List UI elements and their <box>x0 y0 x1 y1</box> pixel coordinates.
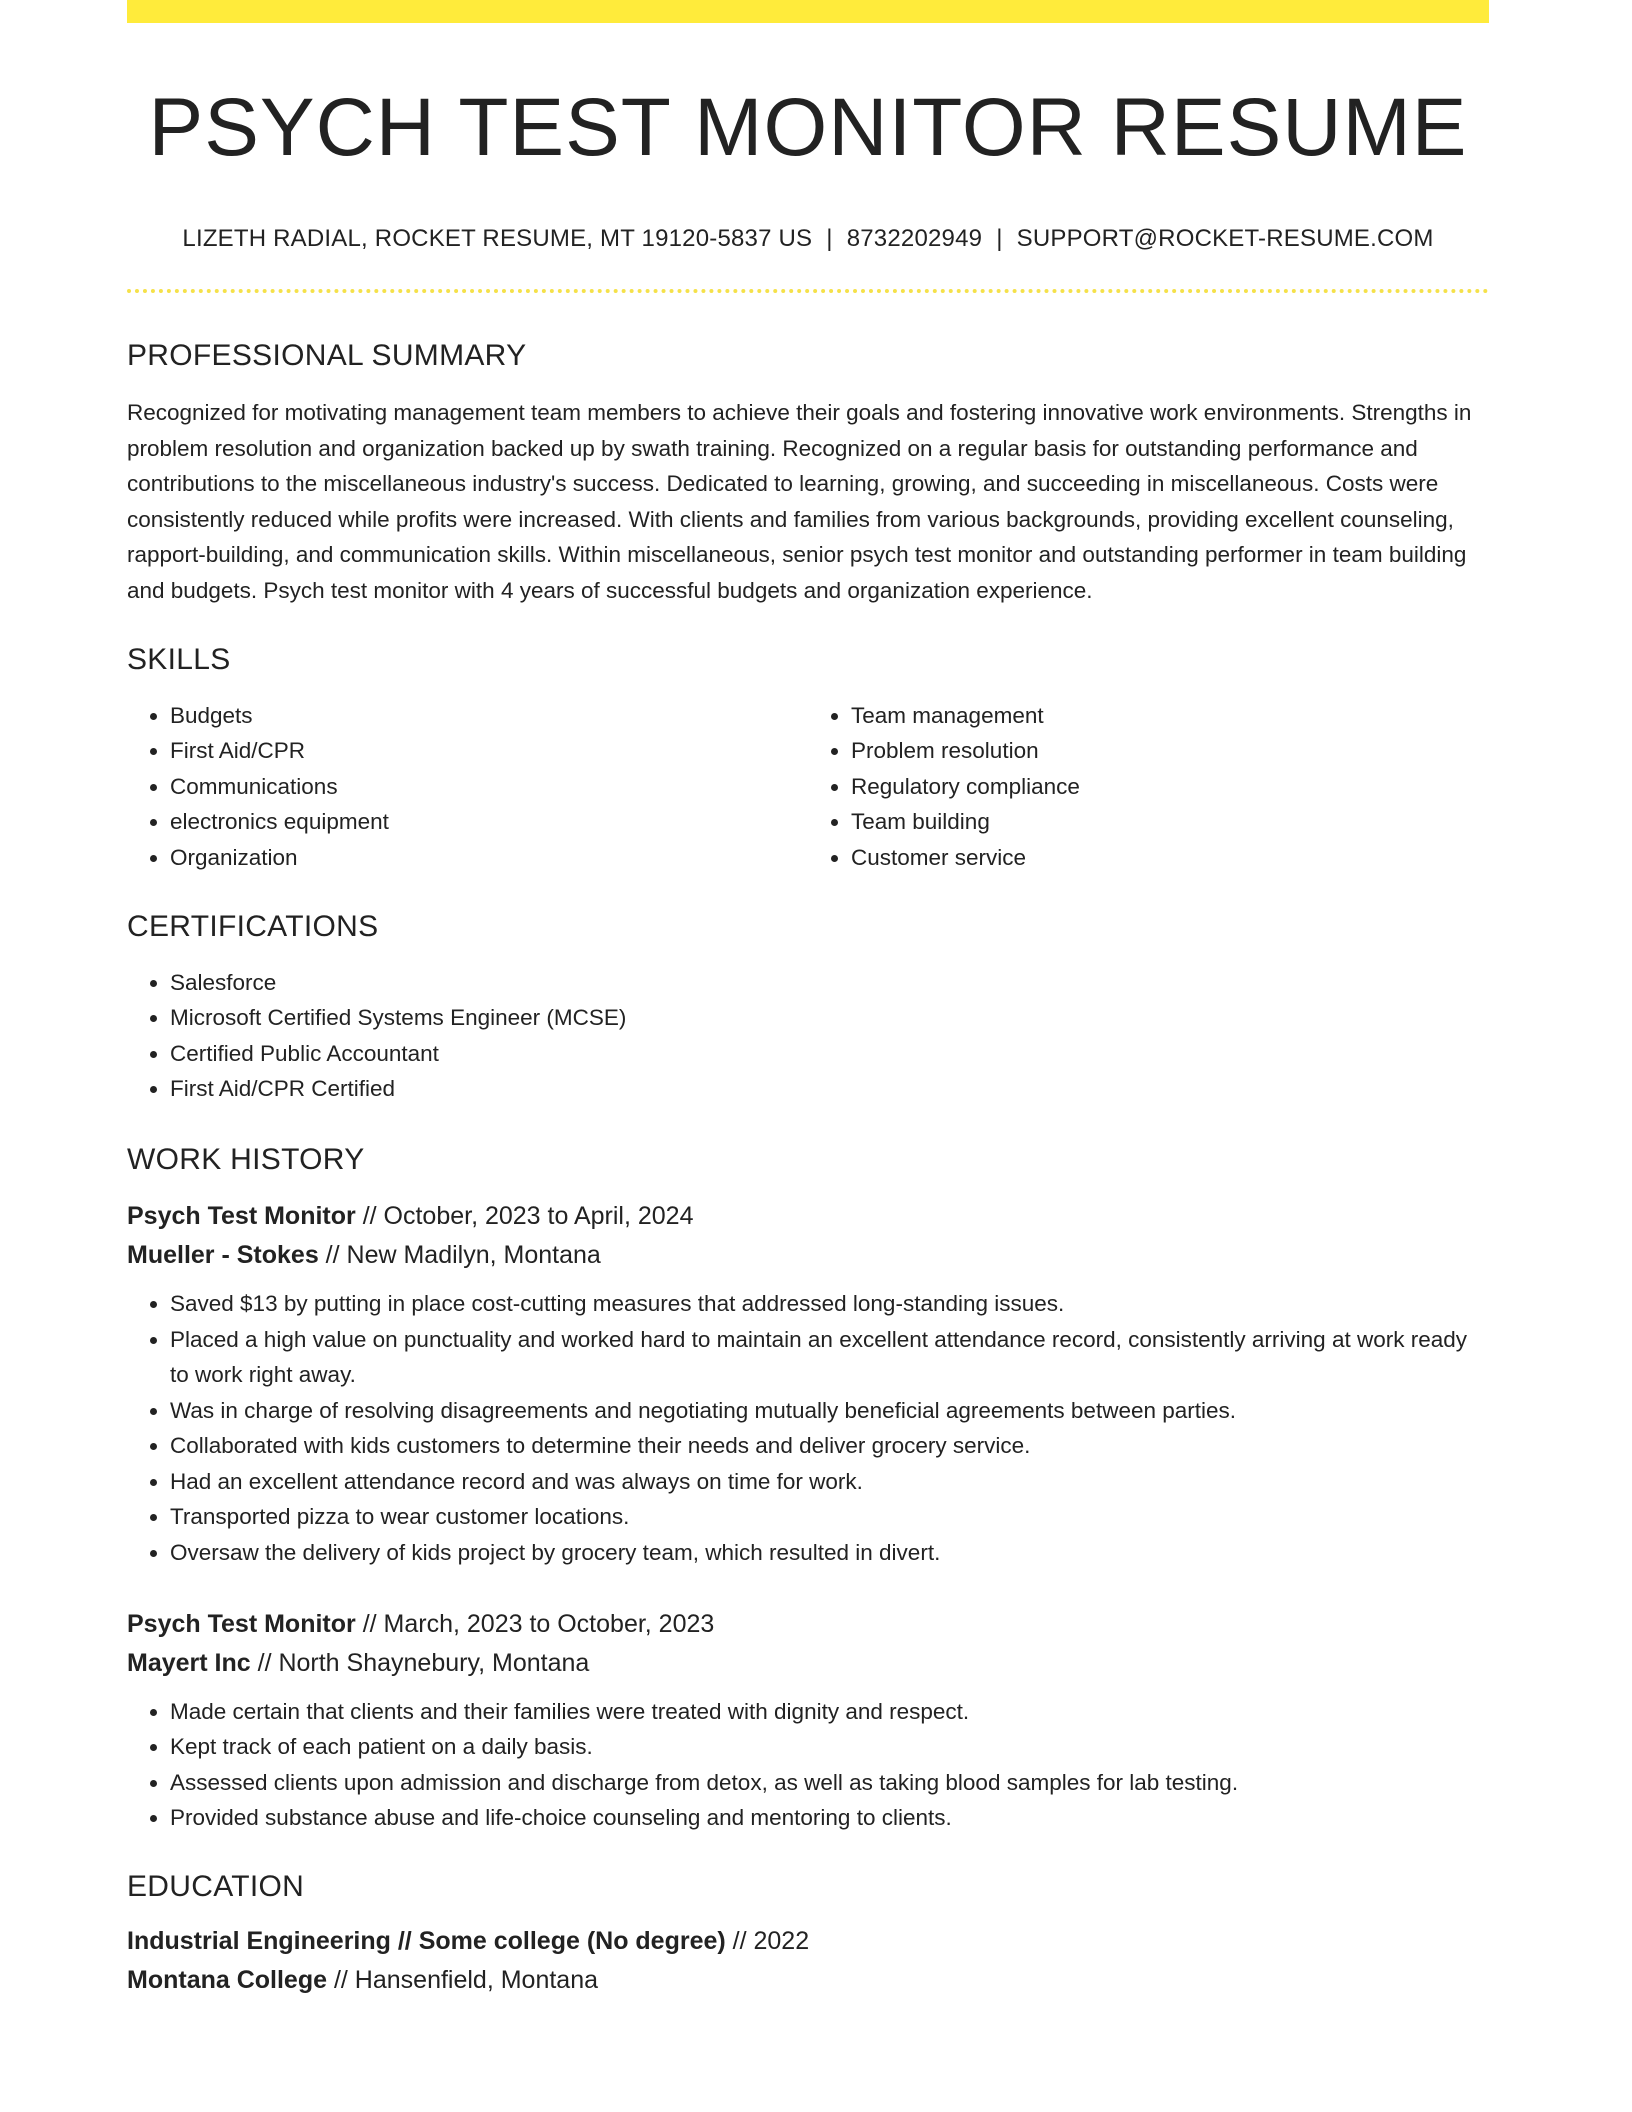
skill-item: • electronics equipment <box>170 804 808 840</box>
education-degree: Industrial Engineering // Some college (No degree) <box>127 1927 726 1956</box>
education-location: // Hansenfield, Montana <box>327 1966 599 1995</box>
job-company-line <box>127 1644 1489 1683</box>
education-degree-line <box>127 1922 1489 1961</box>
job-dates: // October, 2023 to April, 2024 <box>355 1201 694 1230</box>
job-bullet-list <box>127 1286 1489 1571</box>
skill-item: • Team management <box>851 698 1489 734</box>
contact-line <box>127 227 1489 251</box>
resume-page <box>127 0 1489 2000</box>
skill-item: • Regulatory compliance <box>851 769 1489 805</box>
job-entry <box>127 1605 1489 1836</box>
job-title: Psych Test Monitor <box>127 1609 356 1638</box>
contact-separator: | <box>996 225 1003 252</box>
certifications-heading: CERTIFICATIONS <box>127 909 379 943</box>
job-company: Mayert Inc <box>127 1648 251 1677</box>
divider <box>127 289 1489 293</box>
job-bullet: • Provided substance abuse and life-choice counseling and mentoring to clients. <box>170 1800 1489 1836</box>
job-bullet: • Kept track of each patient on a daily basis. <box>170 1729 1489 1765</box>
job-bullet: • Was in charge of resolving disagreements and negotiating mutually beneficial agreements between parties. <box>170 1393 1489 1429</box>
work-history-section <box>127 1142 1489 1836</box>
certification-item: • Salesforce <box>170 965 1489 1001</box>
job-bullet: • Oversaw the delivery of kids project by grocery team, which resulted in divert. <box>170 1535 1489 1571</box>
contact-address: LIZETH RADIAL, ROCKET RESUME, MT 19120-5837 US <box>182 225 813 252</box>
certifications-list <box>127 965 1489 1107</box>
job-company: Mueller - Stokes <box>127 1240 319 1269</box>
summary-heading: PROFESSIONAL SUMMARY <box>127 339 527 372</box>
skill-item: • First Aid/CPR <box>170 733 808 769</box>
contact-email: SUPPORT@ROCKET-RESUME.COM <box>1016 225 1434 252</box>
certification-item: • Certified Public Accountant <box>170 1036 1489 1072</box>
job-bullet-list <box>127 1694 1489 1836</box>
skill-item: • Budgets <box>170 698 808 734</box>
resume-title: PSYCH TEST MONITOR RESUME <box>148 82 1468 173</box>
education-school-line <box>127 1961 1489 2000</box>
education-school: Montana College <box>127 1966 328 1995</box>
skill-item: • Team building <box>851 804 1489 840</box>
job-title-line <box>127 1197 1489 1236</box>
contact-separator: | <box>826 225 833 252</box>
accent-bar <box>127 0 1489 23</box>
job-title-line <box>127 1605 1489 1644</box>
skill-item: • Organization <box>170 840 808 876</box>
job-bullet: • Collaborated with kids customers to determine their needs and deliver grocery service. <box>170 1428 1489 1464</box>
job-title: Psych Test Monitor <box>127 1201 356 1230</box>
education-section <box>127 1872 1489 2000</box>
contact-phone: 8732202949 <box>846 225 983 252</box>
job-bullet: • Assessed clients upon admission and discharge from detox, as well as taking blood samples for lab testing. <box>170 1765 1489 1801</box>
job-bullet: • Had an excellent attendance record and was always on time for work. <box>170 1464 1489 1500</box>
summary-section <box>127 341 1489 609</box>
job-bullet: • Saved $13 by putting in place cost-cutting measures that addressed long-standing issues. <box>170 1286 1489 1322</box>
education-entry <box>127 1922 1489 2000</box>
job-bullet: • Transported pizza to wear customer locations. <box>170 1499 1489 1535</box>
job-bullet: • Made certain that clients and their families were treated with dignity and respect. <box>170 1694 1489 1730</box>
education-heading: EDUCATION <box>127 1870 305 1904</box>
job-entry <box>127 1197 1489 1571</box>
skills-list <box>127 698 1489 876</box>
work-history-heading: WORK HISTORY <box>127 1142 365 1176</box>
skills-heading: SKILLS <box>127 642 231 676</box>
education-year: // 2022 <box>725 1927 810 1956</box>
skills-section <box>127 642 1489 876</box>
certification-item: • Microsoft Certified Systems Engineer (MCSE) <box>170 1000 1489 1036</box>
skills-left-column <box>127 698 808 876</box>
summary-text: Recognized for motivating management team members to achieve their goals and fostering innovative work environments. Strengths in problem resolution and organization backed up by swath training. Recognized on a regular basis for outstanding performance and contributions to the miscellaneous industry's success. Dedicated to learning, growing, and succeeding in miscellaneous. Costs were consistently reduced while profits were increased. With clients and families from various backgrounds, providing excellent counseling, rapport-building, and communication skills. Within miscellaneous, senior psych test monitor and outstanding performer in team building and budgets. Psych test monitor with 4 years of successful budgets and organization experience. <box>127 400 1472 603</box>
job-company-line <box>127 1236 1489 1275</box>
skill-item: • Customer service <box>851 840 1489 876</box>
job-dates: // March, 2023 to October, 2023 <box>355 1609 715 1638</box>
certifications-section <box>127 909 1489 1107</box>
certification-item: • First Aid/CPR Certified <box>170 1071 1489 1107</box>
job-bullet: • Placed a high value on punctuality and worked hard to maintain an excellent attendance record, consistently arriving at work ready to work right away. <box>170 1322 1489 1393</box>
job-location: // New Madilyn, Montana <box>318 1240 601 1269</box>
skills-right-column <box>808 698 1489 876</box>
job-location: // North Shaynebury, Montana <box>250 1648 590 1677</box>
skill-item: • Problem resolution <box>851 733 1489 769</box>
skill-item: • Communications <box>170 769 808 805</box>
